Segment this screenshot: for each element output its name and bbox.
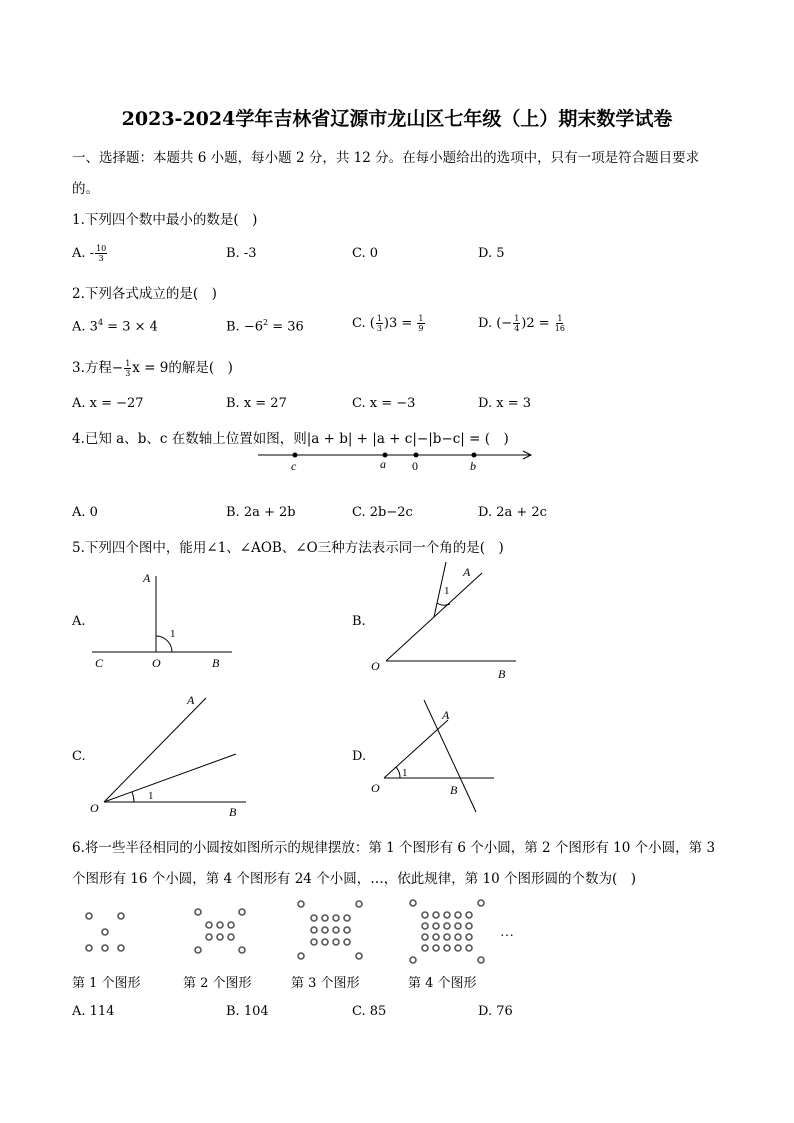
small-circle <box>102 929 108 935</box>
section-heading-cont: 的。 <box>72 181 99 197</box>
label-1: 1 <box>444 585 450 597</box>
small-circle <box>86 945 92 951</box>
q2-a-exp: 4 <box>97 318 104 327</box>
label-b: b <box>470 459 476 473</box>
q5-figure-b <box>366 558 526 683</box>
small-circle <box>195 909 201 915</box>
small-circle <box>410 900 416 906</box>
q1-option-c: C. 0 <box>352 246 379 261</box>
q4-option-a: A. 0 <box>72 505 98 520</box>
small-circle <box>333 939 339 945</box>
q6-option-a: A. 114 <box>72 1004 115 1019</box>
small-circle <box>298 953 304 959</box>
pattern-3 <box>298 901 362 959</box>
small-circle <box>422 923 428 929</box>
q5-option-d-label: D. <box>352 749 367 764</box>
caption-3: 第 3 个图形 <box>291 976 360 991</box>
small-circle <box>433 912 439 918</box>
label-O: O <box>371 659 380 673</box>
q2-a-rest: = 3 × 4 <box>103 319 158 335</box>
small-circle <box>311 939 317 945</box>
q3-option-d: D. x = 3 <box>478 396 531 411</box>
q1-option-d: D. 5 <box>478 246 505 261</box>
small-circle <box>344 915 350 921</box>
label-C: C <box>95 656 104 670</box>
q2-b-rest: = 36 <box>268 319 304 335</box>
small-circle <box>239 947 245 953</box>
small-circle <box>410 957 416 963</box>
small-circle <box>333 915 339 921</box>
label-1: 1 <box>148 790 154 802</box>
small-circle <box>118 913 124 919</box>
small-circle <box>118 945 124 951</box>
small-circle <box>444 934 450 940</box>
q6-option-d: D. 76 <box>478 1004 513 1019</box>
q4-stem: 4.已知 a、b、c 在数轴上位置如图，则|a + b| + |a + c|−|b−c| = ( ) <box>72 431 509 447</box>
caption-1: 第 1 个图形 <box>72 976 141 991</box>
label-B: B <box>229 805 237 818</box>
small-circle <box>311 915 317 921</box>
small-circle <box>333 927 339 933</box>
q2-a-label: A. 3 <box>72 319 98 335</box>
q3-stem-frac <box>124 359 131 378</box>
small-circle <box>455 923 461 929</box>
q1-a-label: A. <box>72 246 86 261</box>
q2-d-den: 4 <box>514 324 520 333</box>
section-heading: 一、选择题：本题共 6 小题，每小题 2 分，共 12 分。在每小题给出的选项中，只有一项是符合题目要求 <box>72 150 700 166</box>
small-circle <box>239 909 245 915</box>
small-circle <box>422 912 428 918</box>
q2-option-c <box>352 314 426 333</box>
small-circle <box>298 901 304 907</box>
label-B: B <box>450 783 458 797</box>
q2-option-a <box>72 318 158 334</box>
label-a: a <box>380 457 386 471</box>
q2-d-rfrac <box>555 314 565 333</box>
q3-stem <box>72 356 233 378</box>
small-circle <box>466 923 472 929</box>
small-circle <box>444 945 450 951</box>
q3-option-a: A. x = −27 <box>72 396 144 411</box>
point-c <box>293 453 298 458</box>
small-circle <box>217 922 223 928</box>
q1-option-b: B. -3 <box>226 246 257 261</box>
q2-c-rest: )3 = <box>383 316 417 331</box>
q6-stem-line1: 6.将一些半径相同的小圆按如图所示的规律摆放：第 1 个图形有 6 个小圆，第 2 个图形有 10 个小圆，第 3 <box>72 840 716 856</box>
small-circle <box>433 945 439 951</box>
small-circle <box>444 923 450 929</box>
label-A: A <box>143 571 151 585</box>
ray-oa <box>104 698 206 802</box>
point-zero <box>414 453 419 458</box>
q2-c-rfrac <box>417 314 424 333</box>
small-circle <box>206 922 212 928</box>
q5-figure-a <box>88 566 238 676</box>
q6-circle-patterns <box>70 898 530 968</box>
q4-option-b: B. 2a + 2b <box>226 505 296 520</box>
small-circle <box>422 945 428 951</box>
ray-middle <box>104 754 236 802</box>
q2-b-label: B. −6 <box>226 319 263 335</box>
small-circle <box>311 927 317 933</box>
q6-option-b: B. 104 <box>226 1004 269 1019</box>
q5-option-b-label: B. <box>352 614 366 629</box>
small-circle <box>422 934 428 940</box>
ray-oa <box>384 720 448 778</box>
q2-c-num: 1 <box>376 314 382 323</box>
q2-d-rnum: 1 <box>557 314 563 323</box>
q1-option-a <box>72 244 108 263</box>
small-circle <box>466 934 472 940</box>
q2-d-rden: 16 <box>554 324 565 333</box>
label-1: 1 <box>170 628 176 640</box>
q2-d-frac <box>513 314 520 333</box>
small-circle <box>206 934 212 940</box>
q6-option-c: C. 85 <box>352 1004 387 1019</box>
q2-b-exp: 2 <box>262 318 269 327</box>
small-circle <box>102 945 108 951</box>
small-circle <box>455 934 461 940</box>
q2-stem: 2.下列各式成立的是( ) <box>72 286 217 302</box>
q2-c-rden: 9 <box>418 324 424 333</box>
q5-stem: 5.下列四个图中，能用∠1、∠AOB、∠O三种方法表示同一个角的是( ) <box>72 540 504 556</box>
q5-figure-d <box>366 694 506 819</box>
caption-4: 第 4 个图形 <box>408 976 477 991</box>
small-circle <box>478 957 484 963</box>
q2-d-label: D. (− <box>478 316 513 331</box>
caption-2: 第 2 个图形 <box>183 976 252 991</box>
q2-c-frac <box>376 314 383 333</box>
small-circle <box>344 927 350 933</box>
q3-stem-pre: 3.方程− <box>72 360 124 376</box>
small-circle <box>322 939 328 945</box>
small-circle <box>322 927 328 933</box>
small-circle <box>217 934 223 940</box>
q2-d-num: 1 <box>514 314 520 323</box>
label-c: c <box>291 459 297 473</box>
small-circle <box>356 901 362 907</box>
q2-option-b <box>226 318 304 334</box>
q3-option-c: C. x = −3 <box>352 396 416 411</box>
q2-c-rnum: 1 <box>418 314 424 323</box>
q1-a-num: 10 <box>96 244 107 253</box>
q1-a-den: 3 <box>98 254 104 263</box>
q4-option-d: D. 2a + 2c <box>478 505 547 520</box>
label-O: O <box>90 801 99 815</box>
q3-stem-post: x = 9的解是( ) <box>132 360 233 376</box>
small-circle <box>466 945 472 951</box>
small-circle <box>322 915 328 921</box>
label-A: A <box>463 565 471 579</box>
pattern-1 <box>86 913 124 951</box>
q2-option-d <box>478 314 566 333</box>
q4-number-line <box>250 446 540 476</box>
small-circle <box>455 912 461 918</box>
small-circle <box>433 934 439 940</box>
label-B: B <box>498 667 506 681</box>
q3-stem-num: 1 <box>125 359 131 368</box>
angle-arc <box>132 792 134 802</box>
label-zero: 0 <box>412 459 418 473</box>
small-circle <box>444 912 450 918</box>
q4-option-c: C. 2b−2c <box>352 505 413 520</box>
small-circle <box>344 939 350 945</box>
pattern-4 <box>410 900 484 963</box>
small-circle <box>478 900 484 906</box>
q5-figure-c <box>88 688 253 818</box>
q6-stem-line2: 个图形有 16 个小圆，第 4 个图形有 24 个小圆，…，依此规律，第 10 个图形圆的个数为( ) <box>72 871 636 887</box>
label-O: O <box>371 781 380 795</box>
q3-stem-den: 3 <box>125 369 131 378</box>
q5-option-a-label: A. <box>72 614 86 629</box>
pattern-ellipsis: … <box>500 925 514 940</box>
small-circle <box>195 947 201 953</box>
q1-stem: 1.下列四个数中最小的数是( ) <box>72 212 258 228</box>
small-circle <box>455 945 461 951</box>
angle-arc <box>396 767 400 778</box>
label-A: A <box>442 708 450 722</box>
small-circle <box>433 923 439 929</box>
point-b <box>472 453 477 458</box>
pattern-2 <box>195 909 245 953</box>
q1-a-sign: - <box>89 246 95 261</box>
q2-c-label: C. ( <box>352 316 375 331</box>
small-circle <box>228 934 234 940</box>
small-circle <box>466 912 472 918</box>
q2-d-rest: )2 = <box>521 316 554 331</box>
label-O: O <box>152 656 161 670</box>
q1-a-fraction <box>95 244 107 263</box>
small-circle <box>228 922 234 928</box>
label-1: 1 <box>402 767 408 779</box>
label-B: B <box>212 656 220 670</box>
q5-option-c-label: C. <box>72 749 86 764</box>
small-circle <box>86 913 92 919</box>
label-A: A <box>187 693 195 707</box>
small-circle <box>356 953 362 959</box>
page-title: 2023-2024学年吉林省辽源市龙山区七年级（上）期末数学试卷 <box>121 108 673 130</box>
q2-c-den: 3 <box>376 324 382 333</box>
q3-option-b: B. x = 27 <box>226 396 287 411</box>
